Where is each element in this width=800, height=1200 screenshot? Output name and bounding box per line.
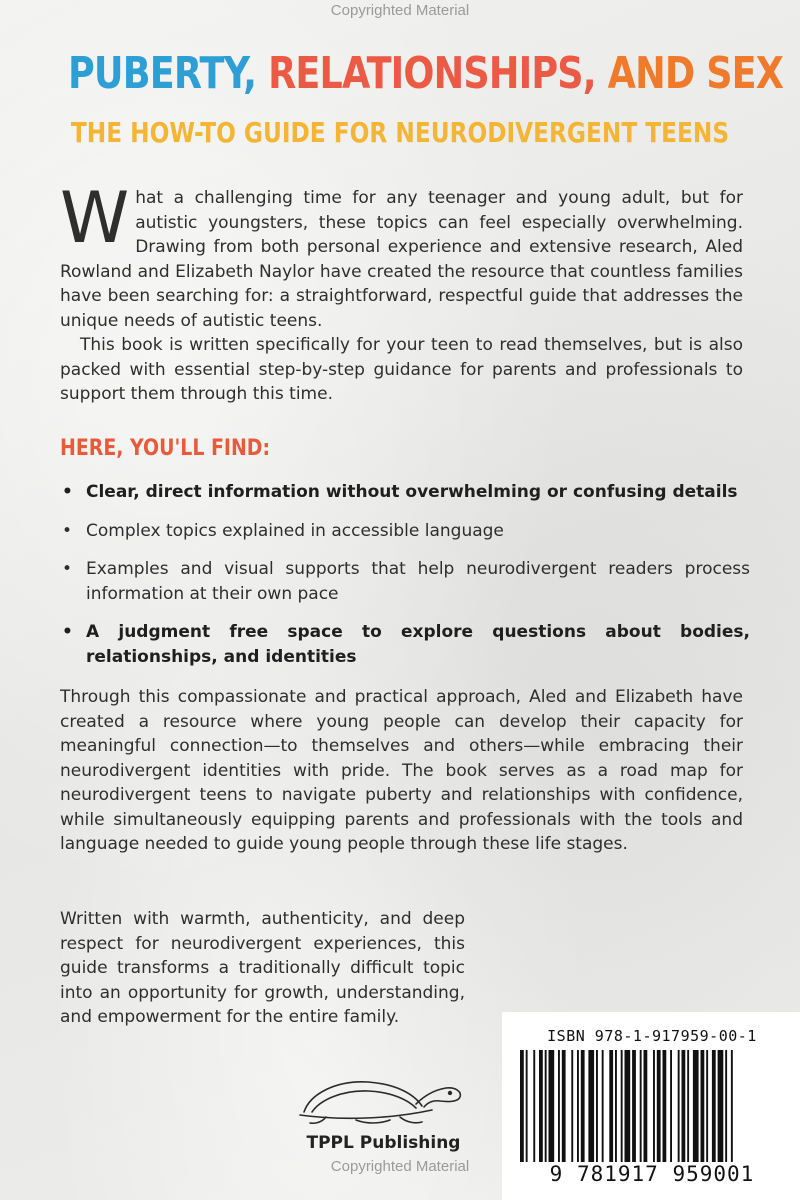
turtle-icon	[296, 1060, 468, 1130]
description-paragraph: Through this compassionate and practical approach, Aled and Elizabeth have created a resource where young people can develop their capacity for meaningful connection—to themselves and others—while embracing their neurodivergent identities with pride. The book serves as a road map for neurodivergent teens to navigate puberty and relationships with confidence, while simultaneously equipping parents and professionals with the tools and language needed to guide young people through these life stages.	[60, 687, 743, 854]
barcode-icon	[520, 1050, 782, 1162]
list-item	[60, 557, 750, 606]
list-item-text: Clear, direct information without overwhelming or confusing details	[86, 482, 738, 502]
bullet-icon: •	[62, 482, 73, 502]
find-heading: HERE, YOU'LL FIND:	[60, 436, 271, 461]
barcode-number: 9 781917 959001	[549, 1162, 755, 1186]
bullet-icon: •	[62, 520, 73, 541]
title-part-relationships: RELATIONSHIPS,	[268, 48, 596, 99]
isbn-label: ISBN 978-1-917959-00-1	[547, 1027, 757, 1045]
intro-text	[60, 177, 743, 407]
drop-cap: W	[60, 177, 130, 259]
feature-list	[60, 480, 750, 683]
closing-paragraph: Written with warmth, authenticity, and deep respect for neurodivergent experiences, this guide transforms a traditionally difficult topic into an opportunity for growth, understanding, and empowerment for the entire family.	[60, 909, 465, 1027]
bullet-icon: •	[62, 559, 73, 579]
title-part-puberty: PUBERTY,	[68, 48, 257, 99]
copyright-watermark-bottom: Copyrighted Material	[330, 1158, 470, 1175]
list-item-text: A judgment free space to explore questions about bodies, relationships, and identities	[86, 622, 750, 667]
intro-paragraph-2: This book is written specifically for your teen to read themselves, but is also packed with essential step-by-step guidance for parents and professionals to support them through this time.	[60, 335, 743, 404]
book-subtitle: THE HOW-TO GUIDE FOR NEURODIVERGENT TEENS	[70, 116, 730, 149]
intro-paragraph-1: hat a challenging time for any teenager and young adult, but for autistic youngsters, these topics can feel especially overwhelming. Drawing from both personal experience and extensive research, Aled Rowland and Elizabeth Naylor have created the resource that countless families have been searching for: a straightforward, respectful guide that addresses the unique needs of autistic teens.	[60, 188, 743, 331]
list-item-text: Complex topics explained in accessible language	[86, 520, 504, 541]
list-item	[60, 480, 750, 505]
book-title	[68, 48, 784, 100]
copyright-watermark-top: Copyrighted Material	[330, 2, 470, 19]
list-item	[60, 519, 750, 544]
publisher-name: TPPL Publishing	[306, 1133, 461, 1153]
bullet-icon: •	[62, 622, 73, 642]
list-item	[60, 620, 750, 669]
title-part-sex: AND SEX	[607, 48, 784, 99]
list-item-text: Examples and visual supports that help neurodivergent readers process information at their own pace	[86, 559, 750, 604]
